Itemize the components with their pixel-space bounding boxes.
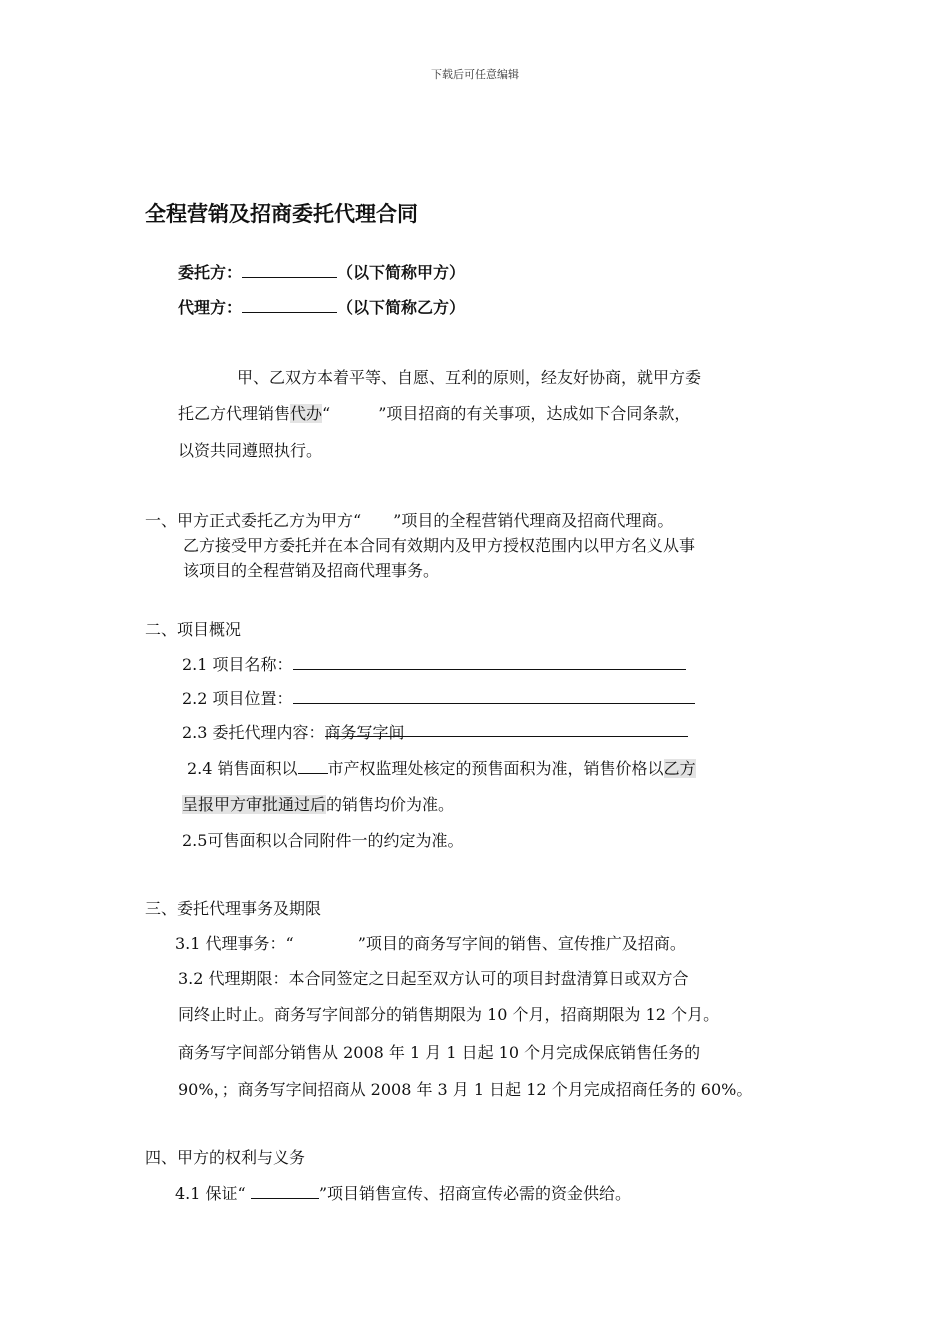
agent-party-line: [178, 295, 465, 318]
agent-blank: [242, 296, 337, 313]
item-2-4b: 市产权监理处核定的预售面积为准，销售价格以: [327, 759, 664, 778]
item-2-4a: 2.4 销售面积以: [187, 759, 298, 778]
intro-line-1: 甲、乙双方本着平等、自愿、互利的原则，经友好协商，就甲方委: [237, 368, 702, 387]
intro-line-3: 以资共同遵照执行。: [178, 441, 323, 460]
client-label: 委托方：: [178, 263, 243, 282]
project-blank: [251, 1182, 319, 1199]
item-4-1: [175, 1181, 631, 1204]
item-3-2-line-3: 商务写字间部分销售从 2008 年 1 月 1 日起 10 个月完成保底销售任务的: [178, 1043, 701, 1062]
section1-line-2: 乙方接受甲方委托并在本合同有效期内及甲方授权范围内以甲方名义从事: [183, 536, 696, 555]
project-location-blank: [293, 687, 695, 704]
section1-line-3: 该项目的全程营销及招商代理事务。: [183, 561, 440, 580]
item-2-4: [187, 756, 696, 779]
document-title: 全程营销及招商委托代理合同: [145, 202, 418, 226]
client-blank: [242, 261, 337, 278]
item-2-2: [182, 686, 695, 709]
agent-label: 代理方：: [178, 298, 243, 317]
item-2-4-highlight-1: 乙方: [663, 759, 696, 778]
item-4-1b: ”项目销售宣传、招商宣传必需的资金供给。: [318, 1184, 631, 1203]
item-3-2-line-4: 90%，；商务写字间招商从 2008 年 3 月 1 日起 12 个月完成招商任务的 60%。: [178, 1080, 753, 1099]
intro-highlight: 代办: [290, 404, 323, 423]
section2-heading: 二、项目概况: [145, 620, 242, 639]
item-2-1: [182, 652, 686, 675]
intro-line-2a: 托乙方代理销售: [178, 404, 291, 423]
client-suffix: （以下简称甲方）: [337, 263, 466, 282]
item-2-3: [182, 720, 688, 743]
download-note: 下载后可任意编辑: [431, 68, 519, 81]
agency-content-value: 商务写字间: [324, 723, 405, 742]
section1-line-1: 一、甲方正式委托乙方为甲方“ ”项目的全程营销代理商及招商代理商。: [145, 511, 674, 530]
client-party-line: [178, 260, 465, 283]
item-2-5: 2.5可售面积以合同附件一的约定为准。: [182, 831, 464, 850]
intro-line-2c: “ ”项目招商的有关事项，达成如下合同条款，: [322, 404, 691, 423]
item-2-1-label: 2.1 项目名称：: [182, 655, 293, 674]
agency-content-field: [324, 720, 688, 742]
section3-heading: 三、委托代理事务及期限: [145, 899, 322, 918]
item-3-1: 3.1 代理事务：“ ”项目的商务写字间的销售、宣传推广及招商。: [175, 934, 686, 953]
item-2-3-label: 2.3 委托代理内容：: [182, 723, 325, 742]
area-blank: [298, 757, 328, 774]
item-2-2-label: 2.2 项目位置：: [182, 689, 293, 708]
item-2-4e: 的销售均价为准。: [326, 795, 455, 814]
agent-suffix: （以下简称乙方）: [337, 298, 466, 317]
item-2-4-line-2: [182, 792, 454, 815]
project-name-blank: [293, 653, 686, 670]
item-2-4-highlight-2: 呈报甲方审批通过后: [182, 795, 327, 814]
section4-heading: 四、甲方的权利与义务: [145, 1148, 306, 1167]
item-3-2-line-2: 同终止时止。商务写字间部分的销售期限为 10 个月，招商期限为 12 个月。: [178, 1005, 720, 1024]
intro-line-2: [178, 401, 690, 424]
item-4-1a: 4.1 保证“: [175, 1184, 251, 1203]
item-3-2-line-1: 3.2 代理期限：本合同签定之日起至双方认可的项目封盘清算日或双方合: [178, 969, 689, 988]
